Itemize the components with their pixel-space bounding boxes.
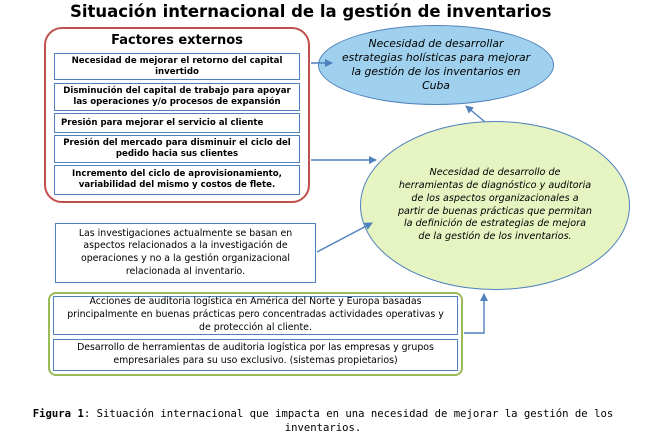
factor-box-2: Disminución del capital de trabajo para apoyar las operaciones y/o procesos de expansión [54,83,300,111]
research-note-box: Las investigaciones actualmente se basan en aspectos relacionados a la investigación de operaciones y no a la gestión organizacional relacionada al inventario. [55,223,316,283]
factor-box-5: Incremento del ciclo de aprovisionamiento, variabilidad del mismo y costos de flete. [54,165,300,195]
audit-action-box-2: Desarrollo de herramientas de auditoria logística por las empresas y grupos empresariales para su uso exclusivo. (sistemas propietarios) [53,339,458,371]
diagnostic-tools-ellipse: Necesidad de desarrollo de herramientas de diagnóstico y auditoria de los aspectos organizacionales a partir de buenas prácticas que permitan la definición de estrategias de mejora de la gestión de los inventarios. [360,121,630,290]
diagram-title: Situación internacional de la gestión de inventarios [70,2,552,21]
holistic-strategies-ellipse: Necesidad de desarrollar estrategias holísticas para mejorar la gestión de los inventarios en Cuba [318,25,554,105]
audit-action-box-1: Acciones de auditoria logística en América del Norte y Europa basadas principalmente en buenas prácticas pero concentradas actividades operativas y de protección al cliente. [53,296,458,335]
caption-text: : Situación internacional que impacta en una necesidad de mejorar la gestión de los inventarios. [83,408,614,434]
factor-box-4: Presión del mercado para disminuir el ciclo del pedido hacia sus clientes [54,135,300,163]
arrow-research-to-green [317,223,372,252]
caption-label: Figura 1 [32,408,84,420]
arrow-audit-to-green [464,294,484,333]
factor-box-3: Presión para mejorar el servicio al cliente [54,113,300,133]
arrow-green-to-blue [466,106,485,122]
figure-caption [8,408,638,436]
factor-box-1: Necesidad de mejorar el retorno del capital invertido [54,53,300,80]
external-factors-title: Factores externos [111,33,243,48]
